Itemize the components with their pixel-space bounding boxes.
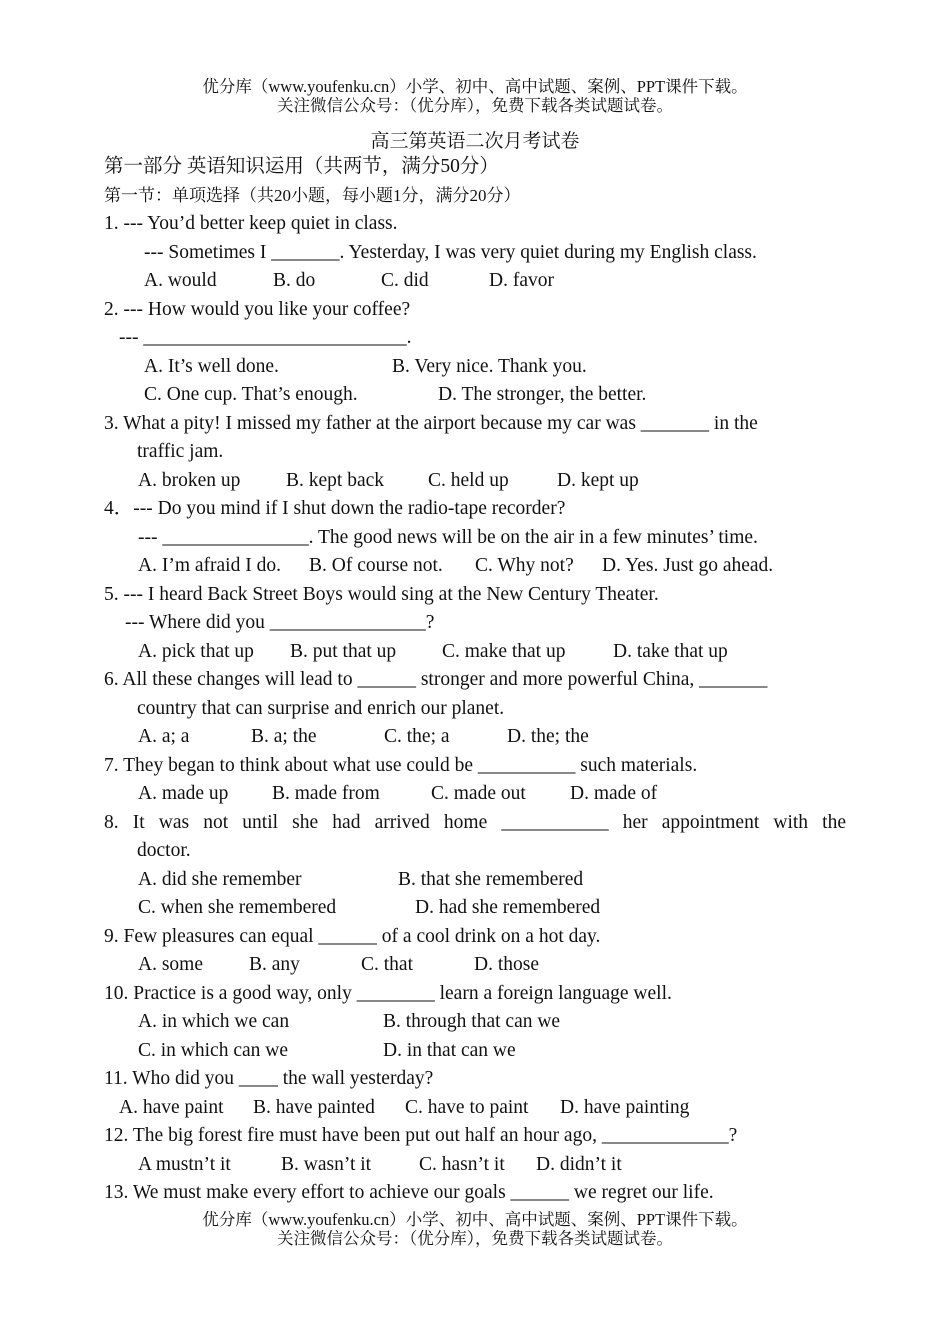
option: A. I’m afraid I do.	[138, 555, 281, 576]
question-6-continued: country that can surprise and enrich our planet.	[137, 697, 505, 719]
option: B. have painted	[253, 1096, 375, 1118]
question-8: 8. It was not until she had arrived home ___________ her appointment with the	[104, 811, 846, 833]
option: B. do	[273, 270, 316, 291]
question-5: 5. --- I heard Back Street Boys would sing at the New Century Theater.	[104, 583, 659, 605]
page-footer	[0, 1210, 950, 1248]
option: B. Very nice. Thank you.	[392, 355, 587, 377]
section-heading: 第一节：单项选择（共20小题，每小题1分，满分20分）	[104, 185, 521, 205]
question-1: 1. --- You’d better keep quiet in class.	[104, 213, 398, 234]
option: C. One cup. That’s enough.	[144, 384, 358, 405]
option: A. would	[144, 270, 217, 291]
option: A. some	[138, 954, 203, 975]
option: D. kept up	[557, 469, 639, 491]
question-3-options	[104, 467, 846, 496]
question-2-options-row-1	[104, 353, 846, 382]
option: C. made out	[431, 783, 526, 804]
header-line-2: 关注微信公众号：（优分库），免费下载各类试题试卷。	[277, 96, 673, 115]
footer-line-1: 优分库（www.youfenku.cn）小学、初中、高中试题、案例、PPT课件下载。	[202, 1210, 748, 1229]
option: C. that	[361, 954, 413, 975]
question-11: 11. Who did you ____ the wall yesterday?	[104, 1068, 434, 1089]
question-12-options	[104, 1151, 846, 1180]
option: B. wasn’t it	[281, 1153, 372, 1175]
question-10-options-row-1	[104, 1008, 846, 1037]
option: D. those	[474, 954, 539, 975]
option: B. made from	[272, 783, 380, 804]
question-7: 7. They began to think about what use could be __________ such materials.	[104, 754, 698, 776]
question-2: 2. --- How would you like your coffee?	[104, 298, 411, 320]
question-4-reply: --- _______________. The good news will be on the air in a few minutes’ time.	[138, 526, 758, 548]
question-10: 10. Practice is a good way, only ________ learn a foreign language well.	[104, 982, 672, 1004]
option: C. when she remembered	[138, 897, 337, 918]
question-3-continued: traffic jam.	[137, 441, 224, 462]
option: D. Yes. Just go ahead.	[602, 555, 774, 576]
question-8-options-row-2	[104, 894, 846, 923]
option: A. broken up	[138, 469, 241, 491]
option: D. in that can we	[383, 1039, 516, 1061]
option: D. favor	[489, 270, 554, 291]
question-5-reply: --- Where did you ________________?	[125, 612, 435, 633]
option: C. hasn’t it	[419, 1153, 505, 1175]
option: B. any	[249, 954, 300, 975]
question-1-reply: --- Sometimes I _______. Yesterday, I was very quiet during my English class.	[144, 241, 757, 263]
question-1-options	[104, 267, 846, 296]
question-5-options	[104, 638, 846, 667]
option: D. have painting	[560, 1096, 690, 1118]
question-3: 3. What a pity! I missed my father at the airport because my car was _______ in the	[104, 412, 758, 434]
option: C. in which can we	[138, 1039, 289, 1061]
option: B. through that can we	[383, 1011, 561, 1032]
question-8-continued: doctor.	[137, 840, 191, 861]
option: A. have paint	[119, 1096, 224, 1118]
page-header	[0, 77, 950, 115]
footer-line-2: 关注微信公众号：（优分库），免费下载各类试题试卷。	[277, 1229, 673, 1248]
option: D. made of	[570, 783, 658, 804]
question-12: 12. The big forest fire must have been put out half an hour ago, _____________?	[104, 1125, 738, 1146]
option: C. make that up	[442, 640, 566, 662]
exam-content	[104, 153, 846, 1208]
option: A mustn’t it	[138, 1153, 231, 1175]
question-2-reply: --- ___________________________.	[119, 327, 412, 348]
option: A. a; a	[138, 726, 190, 747]
question-9-options	[104, 951, 846, 980]
question-4-options	[104, 552, 846, 581]
option: A. did she remember	[138, 868, 302, 890]
option: D. had she remembered	[415, 897, 601, 918]
question-6: 6. All these changes will lead to ______ stronger and more powerful China, _______	[104, 669, 768, 690]
question-9: 9. Few pleasures can equal ______ of a cool drink on a hot day.	[104, 925, 601, 947]
option: C. the; a	[384, 726, 450, 747]
question-7-options	[104, 780, 846, 809]
option: D. The stronger, the better.	[438, 384, 647, 405]
option: A. It’s well done.	[144, 355, 279, 377]
option: C. Why not?	[475, 555, 574, 576]
option: C. held up	[428, 469, 509, 491]
option: B. that she remembered	[398, 868, 584, 890]
part-heading: 第一部分 英语知识运用（共两节，满分50分）	[104, 156, 499, 177]
option: D. didn’t it	[536, 1153, 622, 1175]
option: B. kept back	[286, 469, 385, 491]
option: B. Of course not.	[309, 555, 443, 576]
question-10-options-row-2	[104, 1037, 846, 1066]
question-4: 4．--- Do you mind if I shut down the radio-tape recorder?	[104, 498, 566, 519]
option: A. made up	[138, 783, 229, 804]
option: B. a; the	[251, 726, 317, 747]
option: D. the; the	[507, 726, 589, 747]
option: B. put that up	[290, 640, 397, 662]
header-line-1: 优分库（www.youfenku.cn）小学、初中、高中试题、案例、PPT课件下载。	[202, 77, 748, 96]
option: D. take that up	[613, 640, 728, 662]
option: A. in which we can	[138, 1011, 290, 1032]
question-8-options-row-1	[104, 866, 846, 895]
question-2-options-row-2	[104, 381, 846, 410]
question-6-options	[104, 723, 846, 752]
question-13: 13. We must make every effort to achieve our goals ______ we regret our life.	[104, 1182, 714, 1203]
question-11-options	[104, 1094, 846, 1123]
option: A. pick that up	[138, 640, 254, 662]
option: C. have to paint	[405, 1096, 529, 1118]
exam-title: 高三第英语二次月考试卷	[370, 131, 580, 152]
option: C. did	[381, 270, 429, 291]
